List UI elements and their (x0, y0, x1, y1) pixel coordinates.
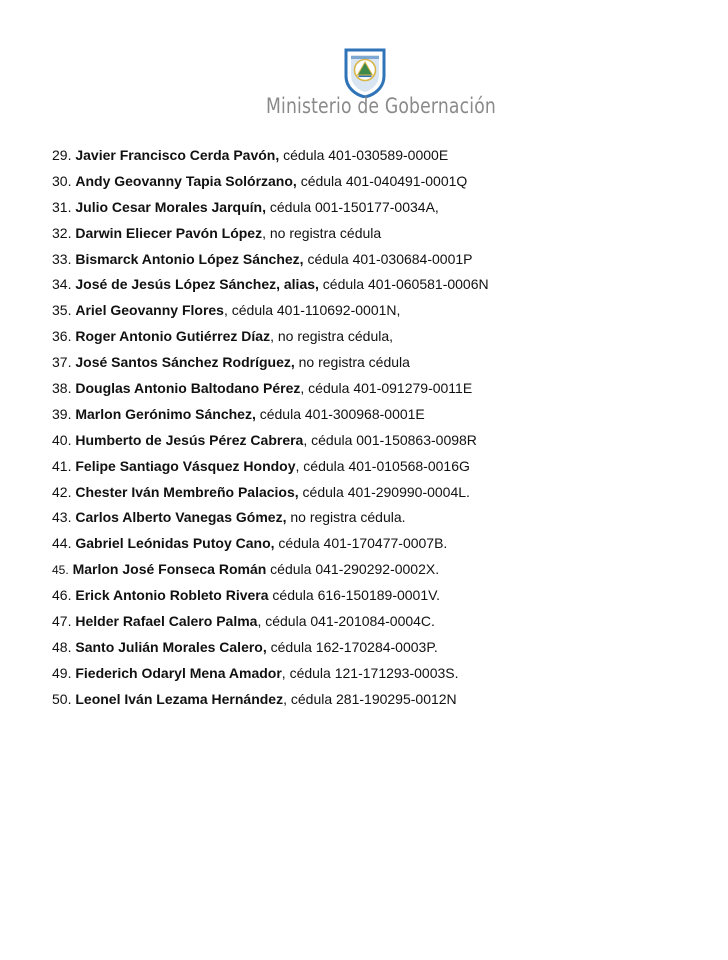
item-number: 32. (52, 224, 72, 241)
item-number: 44. (52, 535, 72, 552)
item-detail: cédula 401-170477-0007B. (274, 535, 448, 552)
item-name: Marlon Gerónimo Sánchez, (75, 405, 256, 422)
item-detail: , cédula 401-010568-0016G (295, 457, 470, 474)
item-name: Darwin Eliecer Pavón López (75, 224, 263, 241)
list-item (52, 428, 712, 454)
item-detail: cédula 401-060581-0006N (318, 276, 489, 293)
list-item (52, 557, 712, 583)
item-detail: cédula 401-290990-0004L. (298, 483, 470, 500)
item-number: 39. (52, 405, 72, 422)
item-number: 41. (52, 457, 72, 474)
list-item (52, 247, 712, 273)
item-detail: cédula 162-170284-0003P. (266, 638, 438, 655)
item-number: 43. (52, 509, 72, 526)
item-number: 42. (52, 483, 72, 500)
list-item (52, 635, 712, 661)
list-item (52, 609, 712, 635)
item-number: 31. (52, 198, 72, 215)
list-item (52, 143, 712, 169)
item-detail: , cédula 001-150863-0098R (303, 431, 477, 448)
item-name: Bismarck Antonio López Sánchez, (75, 250, 304, 267)
item-detail: cédula 001-150177-0034A, (265, 198, 439, 215)
item-name: Julio Cesar Morales Jarquín, (75, 198, 266, 215)
list-item (52, 324, 712, 350)
list-item (52, 687, 712, 713)
item-detail: , cédula 281-190295-0012N (283, 690, 457, 707)
item-name: Roger Antonio Gutiérrez Díaz (75, 328, 271, 345)
list-item (52, 583, 712, 609)
item-number: 34. (52, 276, 72, 293)
detainee-list (52, 143, 712, 713)
item-number: 45. (52, 563, 69, 578)
item-number: 29. (52, 147, 72, 163)
item-name: Felipe Santiago Vásquez Hondoy (75, 457, 296, 474)
list-item (52, 221, 712, 247)
item-detail: cédula 401-040491-0001Q (296, 172, 468, 189)
item-number: 40. (52, 431, 72, 448)
item-name: Leonel Iván Lezama Hernández (75, 690, 284, 707)
item-detail: , cédula 401-091279-0011E (300, 380, 473, 397)
item-name: Marlon José Fonseca Román (72, 561, 267, 578)
item-detail: , cédula 401-110692-0001N, (223, 302, 401, 319)
item-name: Ariel Geovanny Flores (75, 302, 224, 319)
item-number: 50. (52, 690, 72, 707)
list-item (52, 661, 712, 687)
item-detail: , cédula 121-171293-0003S. (281, 664, 459, 681)
item-name: Helder Rafael Calero Palma (75, 613, 258, 630)
item-number: 33. (52, 250, 72, 267)
list-item (52, 376, 712, 402)
item-name: Gabriel Leónidas Putoy Cano, (75, 535, 275, 552)
item-name: José de Jesús López Sánchez, alias, (75, 276, 319, 293)
item-name: Javier Francisco Cerda Pavón, (75, 147, 280, 163)
list-item (52, 531, 712, 557)
list-item (52, 454, 712, 480)
item-detail: cédula 401-300968-0001E (255, 405, 425, 422)
list-item (52, 505, 712, 531)
item-name: Chester Iván Membreño Palacios, (75, 483, 299, 500)
list-item (52, 402, 712, 428)
item-detail: no registra cédula (294, 354, 410, 371)
item-detail: cédula 401-030684-0001P (303, 250, 473, 267)
item-name: Carlos Alberto Vanegas Gómez, (75, 509, 287, 526)
item-detail: cédula 401-030589-0000E (279, 147, 449, 163)
ministry-name: Ministerio de Gobernación (266, 94, 496, 118)
item-name: Douglas Antonio Baltodano Pérez (75, 380, 301, 397)
item-number: 46. (52, 587, 72, 604)
item-detail: , no registra cédula (262, 224, 382, 241)
item-name: Fiederich Odaryl Mena Amador (75, 664, 282, 681)
item-detail: no registra cédula. (286, 509, 406, 526)
item-name: Humberto de Jesús Pérez Cabrera (75, 431, 304, 448)
list-item (52, 350, 712, 376)
list-item (52, 195, 712, 221)
item-detail: cédula 616-150189-0001V. (268, 587, 441, 604)
item-name: José Santos Sánchez Rodríguez, (75, 354, 295, 371)
item-number: 30. (52, 172, 72, 189)
list-item (52, 480, 712, 506)
item-detail: cédula 041-290292-0002X. (266, 561, 440, 578)
item-number: 38. (52, 380, 72, 397)
list-item (52, 272, 712, 298)
item-number: 49. (52, 664, 72, 681)
item-name: Santo Julián Morales Calero, (75, 638, 267, 655)
item-detail: , cédula 041-201084-0004C. (257, 613, 435, 630)
letterhead (0, 38, 728, 128)
item-number: 36. (52, 328, 72, 345)
national-seal-icon (342, 46, 388, 98)
item-name: Erick Antonio Robleto Rivera (75, 587, 269, 604)
item-number: 48. (52, 638, 72, 655)
item-name: Andy Geovanny Tapia Solórzano, (75, 172, 297, 189)
item-detail: , no registra cédula, (270, 328, 394, 345)
item-number: 47. (52, 613, 72, 630)
item-number: 35. (52, 302, 72, 319)
list-item (52, 298, 712, 324)
list-item (52, 169, 712, 195)
item-number: 37. (52, 354, 72, 371)
